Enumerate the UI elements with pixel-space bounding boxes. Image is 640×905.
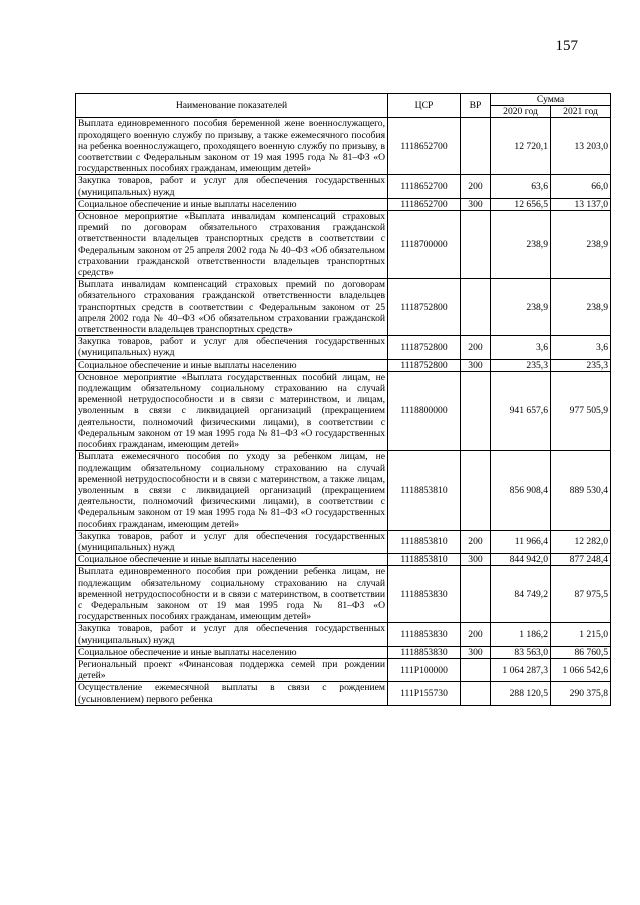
- row-name: Закупка товаров, работ и услуг для обеспечения государственных (муниципальных) нужд: [76, 623, 388, 646]
- row-vr: 200: [461, 336, 491, 359]
- header-name: Наименование показателей: [76, 94, 388, 118]
- row-sum-2021: 889 530,4: [551, 451, 611, 530]
- table-row: [76, 279, 611, 336]
- row-csr: 1118652700: [388, 198, 461, 210]
- row-sum-2021: 86 760,5: [551, 646, 611, 658]
- row-sum-2020: 856 908,4: [491, 451, 551, 530]
- row-sum-2021: 238,9: [551, 279, 611, 336]
- row-sum-2020: 1 064 287,3: [491, 658, 551, 681]
- table-row: [76, 336, 611, 359]
- row-name: Выплата единовременного пособия беременной жене военнослужащего, проходящего военную службу по призыву, а также ежемесячного пособия на ребенка военнослужащего, проходящего военную службу по призыву, в соответствии с Федеральным законом от 19 мая 1995 года № 81–ФЗ «О государственных пособиях гражданам, имеющим детей»: [76, 118, 388, 175]
- header-csr: ЦСР: [388, 94, 461, 118]
- row-name: Социальное обеспечение и иные выплаты населению: [76, 554, 388, 566]
- row-csr: 1118853830: [388, 646, 461, 658]
- header-sum: Сумма: [491, 94, 611, 106]
- row-vr: [461, 658, 491, 681]
- table-row: [76, 566, 611, 623]
- row-name: Основное мероприятие «Выплата инвалидам компенсаций страховых премий по договорам обязательного страхования гражданской ответственности владельцев транспортных средств в соответствии с Федеральным законом от 25 апреля 2002 года № 40–ФЗ «Об обязательном страховании гражданской ответственности владельцев транспортных средств»: [76, 211, 388, 279]
- row-sum-2021: 13 203,0: [551, 118, 611, 175]
- row-sum-2021: 66,0: [551, 175, 611, 198]
- row-vr: 300: [461, 198, 491, 210]
- row-csr: 111P155730: [388, 682, 461, 705]
- table-row: [76, 658, 611, 681]
- row-sum-2020: 63,6: [491, 175, 551, 198]
- row-csr: 1118853830: [388, 566, 461, 623]
- row-vr: [461, 371, 491, 450]
- row-sum-2020: 12 720,1: [491, 118, 551, 175]
- row-csr: 1118652700: [388, 118, 461, 175]
- row-sum-2021: 1 215,0: [551, 623, 611, 646]
- row-sum-2021: 977 505,9: [551, 371, 611, 450]
- row-csr: 1118752800: [388, 279, 461, 336]
- table-row: [76, 359, 611, 371]
- row-sum-2020: 238,9: [491, 279, 551, 336]
- row-csr: 1118800000: [388, 371, 461, 450]
- row-sum-2020: 84 749,2: [491, 566, 551, 623]
- row-sum-2021: 235,3: [551, 359, 611, 371]
- row-sum-2020: 12 656,5: [491, 198, 551, 210]
- row-sum-2021: 12 282,0: [551, 530, 611, 553]
- row-name: Осуществление ежемесячной выплаты в связи с рождением (усыновлением) первого ребенка: [76, 682, 388, 705]
- table-row: [76, 646, 611, 658]
- row-csr: 1118853810: [388, 530, 461, 553]
- row-sum-2020: 238,9: [491, 211, 551, 279]
- row-sum-2021: 87 975,5: [551, 566, 611, 623]
- row-sum-2021: 13 137,0: [551, 198, 611, 210]
- row-name: Закупка товаров, работ и услуг для обеспечения государственных (муниципальных) нужд: [76, 175, 388, 198]
- row-csr: 1118752800: [388, 336, 461, 359]
- row-vr: 200: [461, 175, 491, 198]
- row-vr: [461, 211, 491, 279]
- row-sum-2020: 83 563,0: [491, 646, 551, 658]
- row-csr: 111P100000: [388, 658, 461, 681]
- table-row: [76, 175, 611, 198]
- row-name: Основное мероприятие «Выплата государственных пособий лицам, не подлежащим обязательному социальному страхованию на случай временной нетрудоспособности и в связи с материнством, и лицам, уволенным в связи с ликвидацией организаций (прекращением деятельности, полномочий физическими лицами), в соответствии с Федеральным законом от 19 мая 1995 года № 81–ФЗ «О государственных пособиях гражданам, имеющим детей»: [76, 371, 388, 450]
- row-sum-2021: 877 248,4: [551, 554, 611, 566]
- row-vr: [461, 682, 491, 705]
- table-row: [76, 118, 611, 175]
- row-sum-2020: 844 942,0: [491, 554, 551, 566]
- header-year-2020: 2020 год: [491, 106, 551, 118]
- row-vr: [461, 118, 491, 175]
- row-name: Региональный проект «Финансовая поддержка семей при рождении детей»: [76, 658, 388, 681]
- row-sum-2020: 288 120,5: [491, 682, 551, 705]
- table-row: [76, 554, 611, 566]
- row-vr: 300: [461, 646, 491, 658]
- row-sum-2021: 290 375,8: [551, 682, 611, 705]
- row-name: Выплата инвалидам компенсаций страховых премий по договорам обязательного страхования гражданской ответственности владельцев транспортных средств в соответствии с Федеральным законом от 25 апреля 2002 года № 40–ФЗ «Об обязательном страховании гражданской ответственности владельцев транспортных средств»: [76, 279, 388, 336]
- row-csr: 1118853810: [388, 554, 461, 566]
- table-row: [76, 623, 611, 646]
- row-csr: 1118652700: [388, 175, 461, 198]
- page-number: 157: [555, 38, 578, 54]
- row-csr: 1118853810: [388, 451, 461, 530]
- row-csr: 1118752800: [388, 359, 461, 371]
- row-sum-2020: 1 186,2: [491, 623, 551, 646]
- row-name: Выплата ежемесячного пособия по уходу за ребенком лицам, не подлежащим обязательному социальному страхованию на случай временной нетрудоспособности и в связи с материнством, а также лицам, уволенным в связи с ликвидацией организаций (прекращением деятельности, полномочий физическими лицами), в соответствии с Федеральным законом от 19 мая 1995 года № 81–ФЗ «О государственных пособиях гражданам, имеющим детей»: [76, 451, 388, 530]
- row-vr: 300: [461, 554, 491, 566]
- header-row-1: [76, 94, 611, 106]
- header-vr: ВР: [461, 94, 491, 118]
- row-name: Социальное обеспечение и иные выплаты населению: [76, 198, 388, 210]
- row-name: Закупка товаров, работ и услуг для обеспечения государственных (муниципальных) нужд: [76, 336, 388, 359]
- row-name: Выплата единовременного пособия при рождении ребенка лицам, не подлежащим обязательному социальному страхованию на случай временной нетрудоспособности и в связи с материнством, в соответствии с Федеральным законом от 19 мая 1995 года № 81–ФЗ «О государственных пособиях гражданам, имеющим детей»: [76, 566, 388, 623]
- row-vr: [461, 279, 491, 336]
- table-row: [76, 371, 611, 450]
- table-row: [76, 198, 611, 210]
- budget-table: [75, 93, 611, 706]
- row-sum-2020: 235,3: [491, 359, 551, 371]
- row-sum-2020: 11 966,4: [491, 530, 551, 553]
- row-name: Социальное обеспечение и иные выплаты населению: [76, 359, 388, 371]
- row-sum-2020: 941 657,6: [491, 371, 551, 450]
- row-csr: 1118853830: [388, 623, 461, 646]
- row-vr: 300: [461, 359, 491, 371]
- row-vr: 200: [461, 530, 491, 553]
- row-name: Социальное обеспечение и иные выплаты населению: [76, 646, 388, 658]
- table-body: [76, 118, 611, 705]
- row-name: Закупка товаров, работ и услуг для обеспечения государственных (муниципальных) нужд: [76, 530, 388, 553]
- row-vr: [461, 566, 491, 623]
- row-sum-2021: 3,6: [551, 336, 611, 359]
- row-vr: 200: [461, 623, 491, 646]
- row-csr: 1118700000: [388, 211, 461, 279]
- table-row: [76, 451, 611, 530]
- header-year-2021: 2021 год: [551, 106, 611, 118]
- row-sum-2020: 3,6: [491, 336, 551, 359]
- row-sum-2021: 1 066 542,6: [551, 658, 611, 681]
- table-row: [76, 530, 611, 553]
- table-row: [76, 211, 611, 279]
- row-sum-2021: 238,9: [551, 211, 611, 279]
- row-vr: [461, 451, 491, 530]
- table-row: [76, 682, 611, 705]
